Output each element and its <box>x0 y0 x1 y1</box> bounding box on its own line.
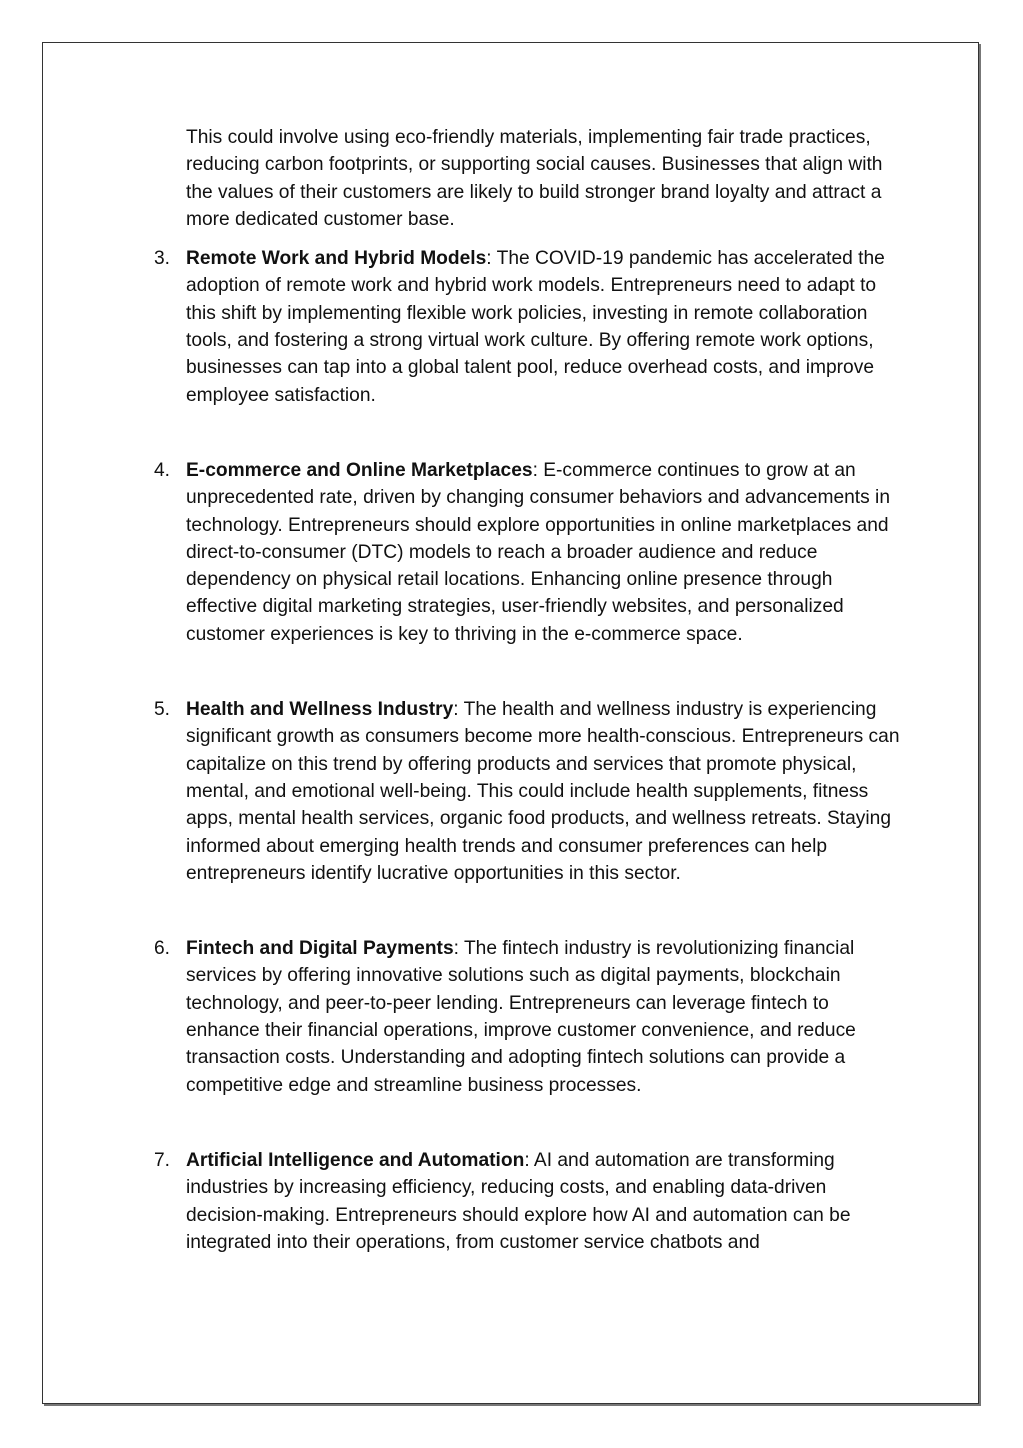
list-item-body: : AI and automation are transforming industries by increasing efficiency, reducing costs, and enabling data-driven decision-making. Entrepreneurs should explore how AI and automation can be integrated into their operations, from customer service chatbots and <box>186 1149 851 1253</box>
list-item-number: 6. <box>154 938 171 960</box>
list-item-heading: Fintech and Digital Payments <box>186 938 454 960</box>
list-item <box>154 245 906 409</box>
list-item-text <box>186 935 906 1099</box>
list-item-number: 4. <box>154 459 171 481</box>
list-item-text <box>186 245 906 409</box>
list-item-number: 7. <box>154 1149 171 1171</box>
list-item-heading: Remote Work and Hybrid Models <box>186 248 487 270</box>
list-item <box>154 696 906 887</box>
list-item <box>154 1147 906 1256</box>
list-item-number: 3. <box>154 248 171 270</box>
intro-paragraph: This could involve using eco-friendly materials, implementing fair trade practices, reducing carbon footprints, or supporting social causes. Businesses that align with the values of their customers are likely to build stronger brand loyalty and attract a more dedicated customer base. <box>186 127 883 230</box>
list-item <box>154 457 906 648</box>
list-item <box>154 935 906 1099</box>
list-item-body: : The health and wellness industry is experiencing significant growth as consumers become more health-conscious. Entrepreneurs can capitalize on this trend by offering products and services that promote physical, mental, and emotional well-being. This could include health supplements, fitness apps, mental health services, organic food products, and wellness retreats. Staying informed about emerging health trends and consumer preferences can help entrepreneurs identify lucrative opportunities in this sector. <box>186 699 900 884</box>
list-item-number: 5. <box>154 699 171 721</box>
list-item-body: : The fintech industry is revolutionizing financial services by offering innovative solutions such as digital payments, blockchain technology, and peer-to-peer lending. Entrepreneurs can leverage fintech to enhance their financial operations, improve customer convenience, and reduce transaction costs. Understanding and adopting fintech solutions can provide a competitive edge and streamline business processes. <box>186 938 856 1096</box>
list-item-heading: Health and Wellness Industry <box>186 699 454 721</box>
document-body <box>154 124 906 1256</box>
list-item-text <box>186 696 906 887</box>
list-item-text <box>186 457 906 648</box>
list-item-heading: E-commerce and Online Marketplaces <box>186 459 533 481</box>
list-item-heading: Artificial Intelligence and Automation <box>186 1149 525 1171</box>
list-item-body: : E-commerce continues to grow at an unprecedented rate, driven by changing consumer behaviors and advancements in technology. Entrepreneurs should explore opportunities in online marketplaces and direct-to-consumer (DTC) models to reach a broader audience and reduce dependency on physical retail locations. Enhancing online presence through effective digital marketing strategies, user-friendly websites, and personalized customer experiences is key to thriving in the e-commerce space. <box>186 459 890 645</box>
list-item-body: : The COVID-19 pandemic has accelerated the adoption of remote work and hybrid work models. Entrepreneurs need to adapt to this shift by implementing flexible work policies, investing in remote collaboration tools, and fostering a strong virtual work culture. By offering remote work options, businesses can tap into a global talent pool, reduce overhead costs, and improve employee satisfaction. <box>186 248 885 406</box>
list-item-text <box>186 1147 906 1256</box>
